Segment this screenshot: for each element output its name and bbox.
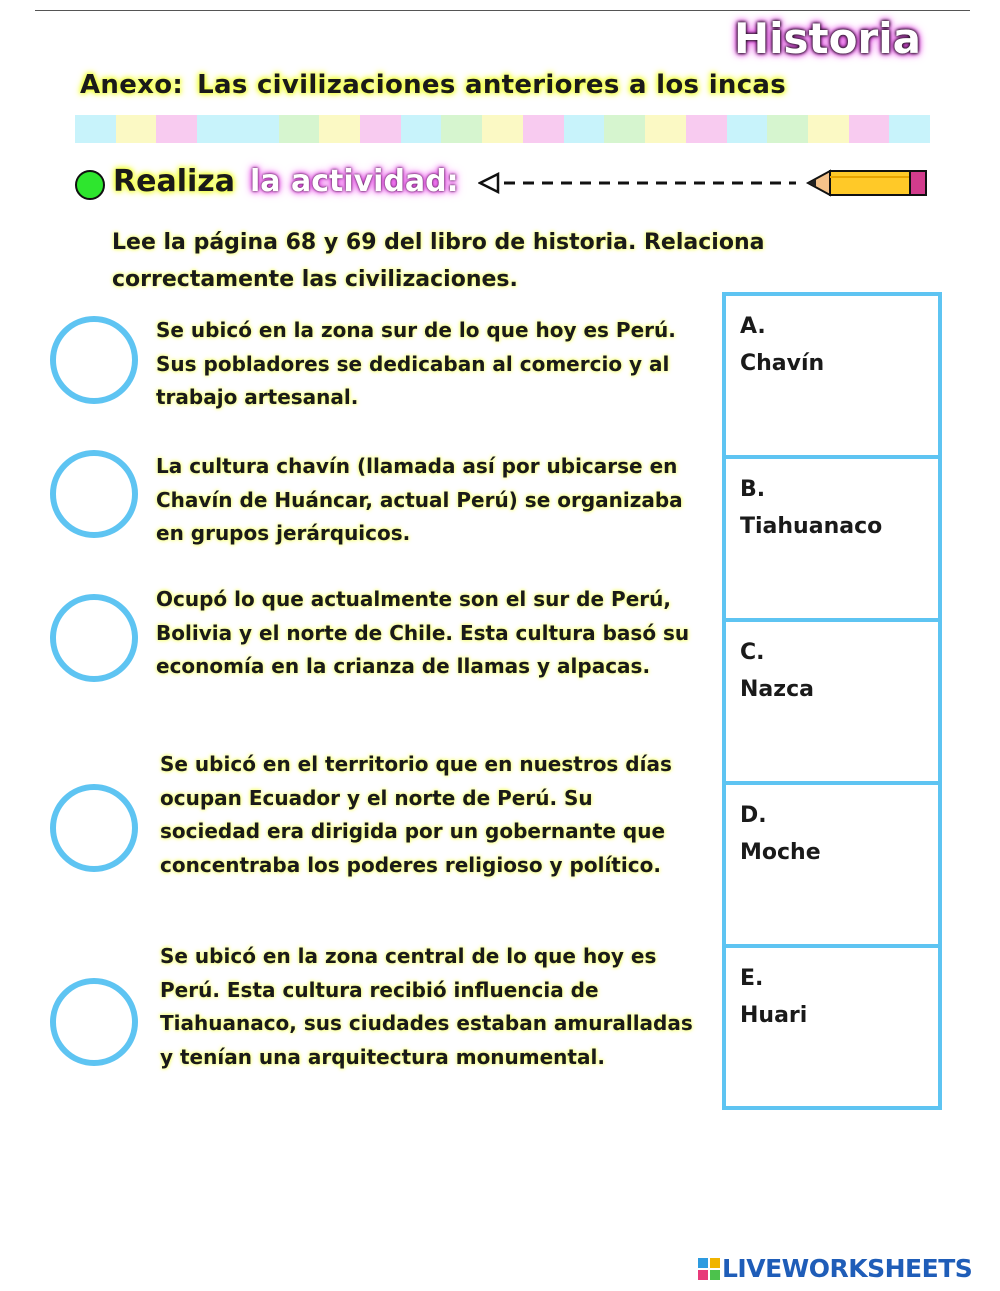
statement-4: Se ubicó en el territorio que en nuestros días ocupan Ecuador y el norte de Perú. Su sociedad era dirigida por un gobernante que concentraba los poderes religioso y político. [160, 752, 672, 877]
stripe-segment [441, 115, 482, 143]
pencil-arrow-icon [478, 163, 933, 203]
statement-5: Se ubicó en la zona central de lo que hoy es Perú. Esta cultura recibió influencia de Tiahuanaco, sus ciudades estaban amuralladas y tenían una arquitectura monumental. [160, 944, 693, 1069]
stripe-segment [686, 115, 727, 143]
option-name: Tiahuanaco [740, 514, 883, 539]
answer-circle-4[interactable] [50, 784, 138, 872]
options-box [722, 292, 942, 1110]
option-b [726, 459, 938, 622]
anexo-heading [80, 70, 786, 100]
stripe-segment [482, 115, 523, 143]
stripe-segment [238, 115, 279, 143]
instructions: Lee la página 68 y 69 del libro de historia. Relaciona correctamente las civilizaciones. [112, 230, 765, 292]
stripe-segment [360, 115, 401, 143]
stripe-segment [849, 115, 890, 143]
stripe-segment [75, 115, 116, 143]
option-name: Chavín [740, 351, 825, 376]
stripe-segment [645, 115, 686, 143]
stripe-segment [604, 115, 645, 143]
option-name: Nazca [740, 677, 814, 702]
option-letter: C. [740, 640, 765, 665]
brand-name: LIVEWORKSHEETS [722, 1254, 973, 1283]
stripe-segment [197, 115, 238, 143]
top-divider [35, 10, 970, 11]
stripe-segment [279, 115, 320, 143]
answer-circle-3[interactable] [50, 594, 138, 682]
answer-circle-1[interactable] [50, 316, 138, 404]
stripe-segment [767, 115, 808, 143]
option-d [726, 785, 938, 948]
option-name: Moche [740, 840, 821, 865]
footer-brand[interactable] [698, 1254, 972, 1283]
option-name: Huari [740, 1003, 808, 1028]
option-e [726, 948, 938, 1106]
activity-word-actividad: la actividad: [250, 164, 459, 199]
decorative-color-stripe [75, 115, 930, 143]
option-c [726, 622, 938, 785]
anexo-label: Anexo: [80, 70, 184, 100]
stripe-segment [889, 115, 930, 143]
answer-circle-2[interactable] [50, 450, 138, 538]
option-letter: E. [740, 966, 764, 991]
statement-3: Ocupó lo que actualmente son el sur de Perú, Bolivia y el norte de Chile. Esta cultura basó su economía en la crianza de llamas y alpacas. [156, 587, 690, 678]
statement-2: La cultura chavín (llamada así por ubicarse en Chavín de Huáncar, actual Perú) se organizaba en grupos jerárquicos. [156, 454, 683, 545]
stripe-segment [564, 115, 605, 143]
option-letter: B. [740, 477, 766, 502]
green-bullet-icon [75, 170, 105, 200]
stripe-segment [401, 115, 442, 143]
stripe-segment [156, 115, 197, 143]
answer-circle-5[interactable] [50, 978, 138, 1066]
subject-title: Historia [734, 14, 921, 63]
stripe-segment [808, 115, 849, 143]
option-a [726, 296, 938, 459]
liveworksheets-logo-icon [698, 1258, 720, 1280]
stripe-segment [727, 115, 768, 143]
statement-1: Se ubicó en la zona sur de lo que hoy es Perú. Sus pobladores se dedicaban al comercio y al trabajo artesanal. [156, 318, 676, 409]
option-letter: D. [740, 803, 767, 828]
activity-word-realiza: Realiza [113, 164, 235, 199]
stripe-segment [116, 115, 157, 143]
stripe-segment [319, 115, 360, 143]
stripe-segment [523, 115, 564, 143]
option-letter: A. [740, 314, 766, 339]
anexo-title: Las civilizaciones anteriores a los incas [197, 70, 787, 100]
